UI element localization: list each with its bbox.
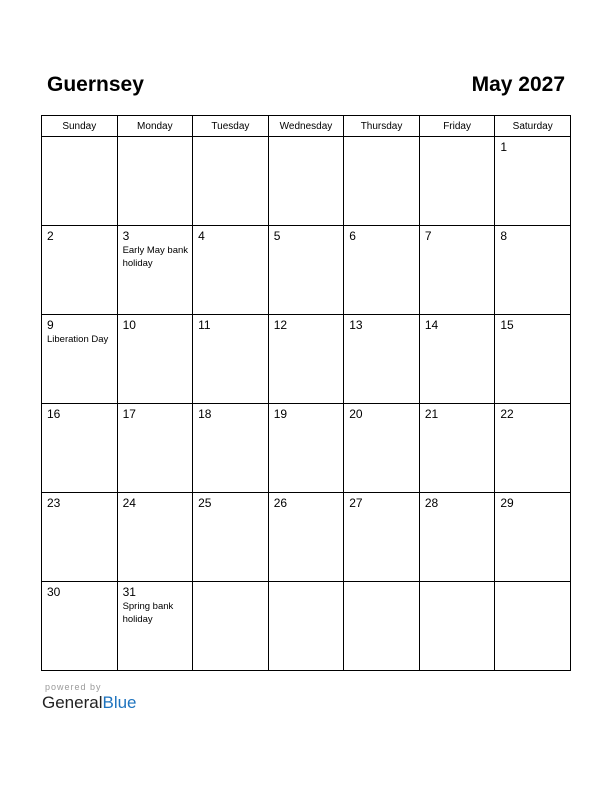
day-cell: [495, 493, 571, 582]
day-number: 5: [273, 229, 281, 243]
day-number: 11: [198, 318, 211, 332]
day-cell: [193, 404, 269, 493]
day-number: 21: [424, 407, 439, 421]
day-number: 30: [47, 585, 61, 599]
day-number: 7: [424, 229, 432, 243]
day-number: 13: [349, 318, 363, 332]
day-number: 28: [424, 496, 439, 510]
week-row: [42, 582, 571, 671]
day-cell: [193, 226, 269, 315]
day-number: [420, 582, 495, 586]
day-number: 23: [47, 496, 61, 510]
week-row: [42, 493, 571, 582]
day-number: 17: [122, 407, 136, 421]
day-cell: [268, 582, 344, 671]
day-cell: [419, 404, 495, 493]
day-cell: [117, 137, 193, 226]
day-number: 4: [198, 229, 205, 243]
day-number: 8: [500, 229, 508, 243]
day-number: 31: [122, 585, 136, 599]
day-cell: [117, 404, 193, 493]
brand-name-part1: General: [42, 693, 103, 712]
day-number: 2: [47, 229, 54, 243]
day-number: [193, 582, 268, 586]
day-number: 16: [47, 407, 61, 421]
weekday-header: Friday: [419, 116, 495, 137]
day-cell: [419, 226, 495, 315]
weekday-header: Tuesday: [193, 116, 269, 137]
weekday-header: Saturday: [495, 116, 571, 137]
day-number: [193, 137, 268, 141]
weekday-header-row: [42, 116, 571, 137]
week-row: [42, 315, 571, 404]
brand-name-part2: Blue: [102, 693, 137, 712]
day-number: 12: [273, 318, 288, 332]
day-cell: [42, 582, 118, 671]
day-cell: [268, 226, 344, 315]
day-cell: [117, 493, 193, 582]
week-row: [42, 137, 571, 226]
day-number: 15: [500, 318, 514, 332]
day-number: 20: [349, 407, 363, 421]
day-number: 10: [122, 318, 136, 332]
day-cell: [193, 315, 269, 404]
day-number: [495, 582, 570, 586]
day-number: 1: [500, 140, 508, 154]
day-number: [118, 137, 193, 141]
powered-by-label: powered by: [45, 682, 102, 692]
holiday-label: Liberation Day: [47, 334, 109, 345]
day-number: 14: [424, 318, 439, 332]
day-cell: [344, 493, 420, 582]
day-cell: [419, 493, 495, 582]
day-cell: [419, 137, 495, 226]
day-cell: [117, 226, 193, 315]
weekday-header: Thursday: [344, 116, 420, 137]
day-number: 26: [273, 496, 288, 510]
day-cell: [268, 137, 344, 226]
day-number: 9: [47, 318, 54, 332]
day-number: 22: [500, 407, 514, 421]
day-number: [269, 582, 344, 586]
day-number: 25: [198, 496, 212, 510]
day-cell: [268, 404, 344, 493]
day-cell: [193, 582, 269, 671]
day-cell: [117, 315, 193, 404]
day-number: 27: [349, 496, 363, 510]
day-cell: [117, 582, 193, 671]
day-cell: [495, 137, 571, 226]
day-number: 29: [500, 496, 514, 510]
weekday-header: Sunday: [42, 116, 118, 137]
day-cell: [42, 493, 118, 582]
week-row: [42, 404, 571, 493]
day-cell: [42, 315, 118, 404]
weekday-header: Wednesday: [268, 116, 344, 137]
day-cell: [268, 315, 344, 404]
day-number: 24: [122, 496, 136, 510]
day-number: 3: [122, 229, 130, 243]
day-cell: [495, 582, 571, 671]
day-number: [344, 137, 419, 141]
weekday-header: Monday: [117, 116, 193, 137]
day-number: [42, 137, 117, 141]
day-cell: [193, 493, 269, 582]
day-cell: [419, 315, 495, 404]
day-number: [344, 582, 419, 586]
day-number: 6: [349, 229, 356, 243]
week-row: [42, 226, 571, 315]
country-title: Guernsey: [47, 73, 144, 96]
calendar-grid: [41, 115, 571, 671]
day-number: [420, 137, 495, 141]
month-year-title: May 2027: [471, 73, 565, 96]
day-cell: [495, 404, 571, 493]
day-number: [269, 137, 344, 141]
day-cell: [42, 137, 118, 226]
day-cell: [193, 137, 269, 226]
day-cell: [495, 226, 571, 315]
day-number: 18: [198, 407, 212, 421]
day-number: 19: [273, 407, 288, 421]
day-cell: [42, 404, 118, 493]
day-cell: [344, 582, 420, 671]
day-cell: [344, 315, 420, 404]
day-cell: [419, 582, 495, 671]
day-cell: [268, 493, 344, 582]
holiday-label: Early May bank holiday: [122, 245, 189, 269]
day-cell: [344, 404, 420, 493]
day-cell: [495, 315, 571, 404]
day-cell: [344, 226, 420, 315]
day-cell: [344, 137, 420, 226]
holiday-label: Spring bank holiday: [122, 601, 174, 625]
day-cell: [42, 226, 118, 315]
brand-logo[interactable]: [42, 693, 137, 713]
